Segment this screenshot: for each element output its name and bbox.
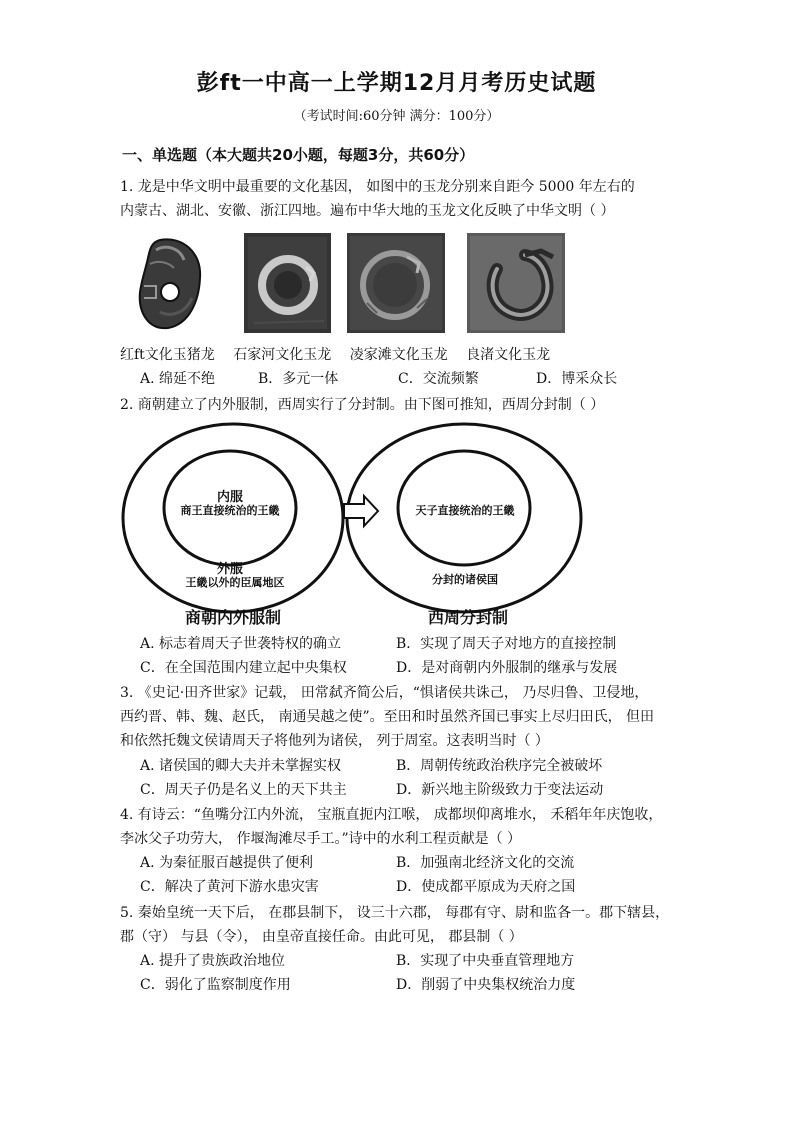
caption-hongshan: 红ft文化玉猪龙 bbox=[120, 347, 215, 363]
exam-info: （考试时间:60分钟 满分：100分） bbox=[293, 109, 500, 124]
q1-option-a[interactable]: A. 绵延不绝 bbox=[140, 371, 216, 387]
q2-option-c[interactable]: C．在全国范围内建立起中央集权 bbox=[140, 660, 347, 676]
royal-domain-desc: 天子直接统治的王畿 bbox=[415, 504, 515, 517]
q1-option-b[interactable]: B．多元一体 bbox=[258, 371, 339, 387]
vassal-states-desc: 分封的诸侯国 bbox=[432, 573, 498, 586]
question-4-stem bbox=[120, 803, 680, 851]
question-4-line-1: 4. 有诗云：“鱼嘴分江内外流， 宝瓶直扼内江喉， 成都坝仰离堆水， 禾稻年年庆饱收， bbox=[120, 807, 663, 823]
question-3-stem bbox=[120, 681, 680, 753]
question-5-line-1: 5. 秦始皇统一天下后， 在郡县制下， 设三十六郡， 每郡有守、尉和监各一。郡下辖县， bbox=[120, 905, 670, 921]
section-heading: 一、单选题（本大题共20小题，每题3分，共60分） bbox=[122, 146, 475, 164]
q5-option-c[interactable]: C．弱化了监察制度作用 bbox=[140, 977, 291, 993]
question-3-options-row-1 bbox=[140, 755, 680, 779]
caption-lingjiatan: 凌家滩文化玉龙 bbox=[349, 347, 448, 363]
question-3-line-3: 和依然托魏文侯请周天子将他列为诸侯， 列于周室。这表明当时（ ） bbox=[120, 733, 549, 749]
question-2-options-row-1 bbox=[140, 633, 680, 657]
outer-service-desc: 王畿以外的臣属地区 bbox=[185, 576, 285, 589]
question-4-line-2: 李冰父子功劳大， 作堰淘滩尽手工。”诗中的水利工程贡献是（ ） bbox=[120, 831, 522, 847]
question-3-options-row-2 bbox=[140, 779, 680, 803]
fengjian-diagram bbox=[118, 420, 678, 630]
question-5-stem bbox=[120, 901, 680, 949]
shang-diagram-caption: 商朝内外服制 bbox=[184, 608, 281, 627]
q3-option-c[interactable]: C．周天子仍是名义上的天下共主 bbox=[140, 782, 347, 798]
question-4-options-row-2 bbox=[140, 876, 680, 900]
q4-option-b[interactable]: B．加强南北经济文化的交流 bbox=[396, 855, 575, 871]
question-1-line-2: 内蒙古、湖北、安徽、浙江四地。遍布中华大地的玉龙文化反映了中华文明（ ） bbox=[120, 203, 615, 219]
caption-shijiahe: 石家河文化玉龙 bbox=[233, 347, 332, 363]
q1-option-d[interactable]: D．博采众长 bbox=[536, 371, 618, 387]
zhou-diagram-caption: 西周分封制 bbox=[427, 608, 508, 627]
jade-pig-dragon-image bbox=[130, 234, 208, 334]
q4-option-d[interactable]: D．使成都平原成为天府之国 bbox=[396, 879, 576, 895]
q3-option-a[interactable]: A. 诸侯国的卿大夫并未掌握实权 bbox=[140, 758, 342, 774]
q4-option-a[interactable]: A. 为秦征服百越提供了便利 bbox=[140, 855, 314, 871]
question-5-options-row-2 bbox=[140, 974, 680, 998]
q5-option-a[interactable]: A. 提升了贵族政治地位 bbox=[140, 953, 286, 969]
lingjiatan-jade-dragon-image bbox=[347, 233, 445, 333]
inner-service-desc: 商王直接统治的王畿 bbox=[180, 504, 280, 517]
question-5-options-row-1 bbox=[140, 950, 680, 974]
q1-option-c[interactable]: C．交流频繁 bbox=[398, 371, 479, 387]
shijiahe-jade-dragon-image bbox=[244, 233, 331, 333]
page-title: 彭ft一中高一上学期12月月考历史试题 bbox=[196, 71, 597, 96]
q5-option-d[interactable]: D．削弱了中央集权统治力度 bbox=[396, 977, 576, 993]
q4-option-c[interactable]: C．解决了黄河下游水患灾害 bbox=[140, 879, 319, 895]
question-4-options-row-1 bbox=[140, 852, 680, 876]
question-2-line-1: 2. 商朝建立了内外服制，西周实行了分封制。由下图可推知，西周分封制（ ） bbox=[120, 397, 605, 413]
question-3-line-2: 西约晋、韩、魏、赵氏， 南通吴越之使”。至田和时虽然齐国已事实上尽归田氏， 但田 bbox=[120, 709, 655, 725]
question-1-stem bbox=[120, 175, 680, 223]
liangzhu-jade-dragon-image bbox=[467, 233, 565, 333]
image-captions bbox=[120, 344, 564, 364]
outer-service-title: 外服 bbox=[216, 562, 243, 577]
q3-option-b[interactable]: B．周朝传统政治秩序完全被破坏 bbox=[396, 758, 603, 774]
inner-service-title: 内服 bbox=[216, 490, 243, 505]
q2-option-d[interactable]: D．是对商朝内外服制的继承与发展 bbox=[396, 660, 618, 676]
question-1-line-1: 1. 龙是中华文明中最重要的文化基因， 如图中的玉龙分别来自距今 5000 年左右的 bbox=[120, 179, 635, 195]
question-3-line-1: 3. 《史记·田齐世家》记载， 田常弑齐简公后，“惧诸侯共诛己， 乃尽归鲁、卫侵地， bbox=[120, 685, 649, 701]
q2-option-a[interactable]: A. 标志着周天子世袭特权的确立 bbox=[140, 636, 342, 652]
q2-option-b[interactable]: B．实现了周天子对地方的直接控制 bbox=[396, 636, 617, 652]
question-2-stem bbox=[120, 393, 680, 417]
q3-option-d[interactable]: D．新兴地主阶级致力于变法运动 bbox=[396, 782, 604, 798]
question-1-options bbox=[140, 368, 680, 392]
question-2-options-row-2 bbox=[140, 657, 680, 681]
q5-option-b[interactable]: B．实现了中央垂直管理地方 bbox=[396, 953, 575, 969]
question-5-line-2: 郡（守） 与县（令）， 由皇帝直接任命。由此可见， 郡县制（ ） bbox=[120, 929, 523, 945]
caption-liangzhu: 良渚文化玉龙 bbox=[466, 347, 551, 363]
